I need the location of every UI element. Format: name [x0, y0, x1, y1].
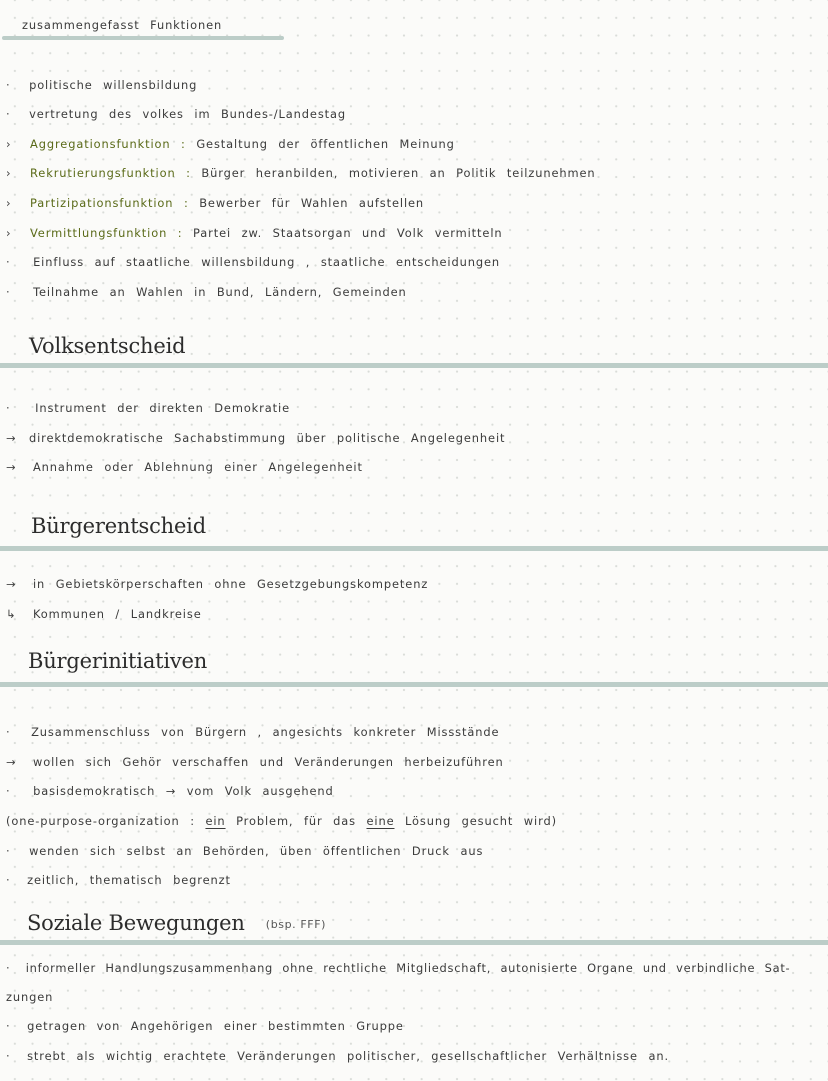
arrow-right-icon: → — [6, 577, 17, 591]
list-item-continuation — [6, 990, 53, 1004]
list-item — [6, 107, 346, 121]
bullet-icon: · — [6, 255, 11, 269]
section-heading-volksentscheid: Volksentscheid — [29, 334, 186, 358]
bullet-icon: · — [6, 873, 11, 887]
list-item-text: informeller Handlungszusammenhang ohne rechtliche Mitgliedschaft, autonisierte Organe und verbindliche Sat- — [25, 961, 791, 975]
function-label: Aggregationsfunktion : — [30, 137, 186, 151]
section-heading-buergerentscheid: Bürgerentscheid — [31, 514, 206, 538]
list-item — [6, 725, 499, 739]
bullet-icon: · — [6, 78, 11, 92]
list-item-text: zeitlich, thematisch begrenzt — [27, 873, 231, 887]
section-divider — [0, 546, 828, 551]
section-divider — [0, 363, 828, 368]
list-item — [6, 784, 334, 798]
chevron-icon: › — [6, 166, 12, 180]
section-heading-soziale-bewegungen: Soziale Bewegungen — [27, 911, 245, 935]
list-item-text: politische willensbildung — [29, 78, 198, 92]
underlined-word: eine — [366, 814, 395, 828]
list-item — [6, 196, 424, 210]
arrow-right-icon: → — [6, 460, 17, 474]
list-item-text: Einfluss auf staatliche willensbildung , staatliche entscheidungen — [33, 255, 500, 269]
list-item — [6, 1049, 669, 1063]
list-item-text: Problem, für das — [225, 814, 367, 828]
bullet-icon: · — [6, 725, 11, 739]
bullet-icon: · — [6, 107, 11, 121]
list-item-text: Annahme oder Ablehnung einer Angelegenheit — [32, 460, 363, 474]
list-item — [6, 961, 790, 975]
list-item-text: Lösung gesucht wird) — [394, 814, 557, 828]
list-item-text: Teilnahme an Wahlen in Bund, Ländern, Gemeinden — [33, 285, 407, 299]
bullet-icon: · — [6, 961, 11, 975]
list-item — [6, 755, 504, 769]
function-label: Vermittlungsfunktion : — [30, 226, 183, 240]
list-item — [6, 577, 428, 591]
corner-arrow-icon: ↳ — [6, 607, 17, 621]
chevron-icon: › — [6, 137, 12, 151]
section-heading-row — [27, 911, 326, 935]
list-item — [6, 844, 483, 858]
list-item — [6, 1019, 404, 1033]
list-item — [6, 607, 202, 621]
list-item-text: getragen von Angehörigen einer bestimmten Gruppe — [27, 1019, 404, 1033]
section-heading-buergerinitiativen: Bürgerinitiativen — [28, 649, 208, 673]
list-item — [6, 166, 596, 180]
bullet-icon: · — [6, 285, 11, 299]
bullet-icon: · — [6, 1049, 11, 1063]
list-item — [6, 78, 197, 92]
chevron-icon: › — [6, 226, 12, 240]
list-item — [6, 137, 455, 151]
function-label: Rekrutierungsfunktion : — [30, 166, 191, 180]
bullet-icon: · — [6, 844, 11, 858]
list-item — [6, 873, 231, 887]
list-item — [6, 285, 407, 299]
list-item-text: Gestaltung der öffentlichen Meinung — [196, 137, 455, 151]
list-item-text: Partei zw. Staatsorgan und Volk vermitteln — [193, 226, 503, 240]
underlined-word: ein — [205, 814, 226, 828]
list-item — [6, 814, 557, 828]
list-item-text: vertretung des volkes im Bundes-/Landestag — [29, 107, 347, 121]
heading-example: (bsp. FFF) — [265, 918, 327, 931]
arrow-right-icon: → — [6, 431, 17, 445]
list-item-text: wollen sich Gehör verschaffen und Veränderungen herbeizuführen — [32, 755, 504, 769]
list-item-text: Kommunen / Landkreise — [32, 607, 202, 621]
section-divider — [0, 682, 828, 687]
list-item-text: Bewerber für Wahlen aufstellen — [199, 196, 425, 210]
bullet-icon: · — [6, 1019, 11, 1033]
list-item — [6, 431, 505, 445]
list-item-text: (one-purpose-organization : — [6, 814, 206, 828]
list-item-text: basisdemokratisch → vom Volk ausgehend — [33, 784, 334, 798]
function-label: Partizipationsfunktion : — [30, 196, 189, 210]
list-item-text: zungen — [6, 990, 54, 1004]
list-item — [6, 460, 363, 474]
title-underline — [2, 36, 284, 40]
section-divider — [0, 940, 828, 945]
bullet-icon: · — [6, 401, 11, 415]
list-item-text: wenden sich selbst an Behörden, üben öffentlichen Druck aus — [29, 844, 484, 858]
list-item-text: Instrument der direkten Demokratie — [35, 401, 290, 415]
arrow-right-icon: → — [6, 755, 17, 769]
page-title: zusammengefasst Funktionen — [22, 18, 223, 32]
list-item-text: strebt als wichtig erachtete Veränderungen politischer, gesellschaftlicher Verhältnisse an. — [27, 1049, 669, 1063]
list-item — [6, 226, 503, 240]
list-item-text: Bürger heranbilden, motivieren an Politik teilzunehmen — [201, 166, 596, 180]
bullet-icon: · — [6, 784, 11, 798]
list-item — [6, 255, 500, 269]
list-item-text: direktdemokratische Sachabstimmung über politische Angelegenheit — [28, 431, 506, 445]
list-item — [6, 401, 290, 415]
list-item-text: in Gebietskörperschaften ohne Gesetzgebungskompetenz — [32, 577, 429, 591]
chevron-icon: › — [6, 196, 12, 210]
list-item-text: Zusammenschluss von Bürgern , angesichts konkreter Missstände — [31, 725, 500, 739]
